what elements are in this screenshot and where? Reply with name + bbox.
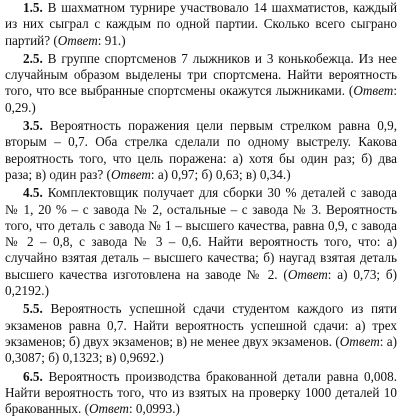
problem-number: 4.5.: [23, 185, 43, 201]
problem-number: 1.5.: [23, 0, 43, 15]
problem-5-5: 5.5. Вероятность успешной сдачи студентом каждого из пяти экзаменов равна 0,7. Найти вероятность успешной сдачи: а) трех экзаменов; б) двух экзаменов; в) не менее двух экзаменов. (Ответ: а) 0,3087; б) 0,1323; в) 0,9692.): [5, 301, 397, 366]
problem-answer: 91.: [104, 32, 122, 48]
problem-1-5: 1.5. В шахматном турнире участвовало 14 шахматистов, каждый из них сыграл с каждым по одной партии. Сколько всего сыграно партий? (Ответ: 91.): [5, 0, 398, 48]
answer-label: Ответ: [353, 83, 394, 99]
problem-6-5: 6.5. Вероятность производства бракованной детали равна 0,008. Найти вероятность того, что из взятых на проверку 1000 деталей 10 бракованных. (Ответ: 0,0993.): [5, 368, 397, 417]
problem-number: 3.5.: [23, 118, 43, 134]
problem-answer: а) 0,3087; б) 0,1323; в) 0,9692.: [5, 333, 397, 366]
answer-label: Ответ: [88, 401, 129, 417]
problem-text: Вероятность производства бракованной детали равна 0,008. Найти вероятность того, что из взятых на проверку 1000 деталей 10 бракованных.: [5, 368, 397, 417]
problem-text: В группе спортсменов 7 лыжников и 3 конькобежца. Из нее случайным образом выделены три спортсмена. Найти вероятность того, что все выбранные спортсмены окажутся лыжниками.: [5, 50, 398, 99]
problem-text: В шахматном турнире участвовало 14 шахматистов, каждый из них сыграл с каждым по одной партии. Сколько всего сыграно партий?: [5, 0, 398, 48]
problem-text: Вероятность поражения цели первым стрелком равна 0,9, вторым – 0,7. Оба стрелка сделали по одному выстрелу. Какова вероятность того, что цель поражена: а) хотя бы один раз; б) два раза; в) один раз?: [5, 118, 397, 182]
problem-number: 6.5.: [23, 368, 43, 384]
answer-label: Ответ: [110, 166, 151, 182]
problem-text: Комплектовщик получает для сборки 30 % деталей с завода № 1, 20 % – с завода № 2, остальные – с завода № 3. Вероятность того, что деталь с завода № 1 – высшего качества, равна 0,9, с завода № 2 – 0,8, с завода № 3 – 0,6. Найти вероятность того, что: а) случайно взятая деталь – высшего качества; б) наугад взятая деталь высшего качества изготовлена на заводе № 2.: [5, 185, 398, 282]
answer-label: Ответ: [287, 266, 328, 282]
problem-answer: а) 0,97; б) 0,63; в) 0,34.: [157, 166, 287, 182]
answer-label: Ответ: [57, 32, 98, 48]
problem-3-5: 3.5. Вероятность поражения цели первым стрелком равна 0,9, вторым – 0,7. Оба стрелка сделали по одному выстрелу. Какова вероятность того, что цель поражена: а) хотя бы один раз; б) два раза; в) один раз? (Ответ: а) 0,97; б) 0,63; в) 0,34.): [5, 118, 397, 182]
problem-number: 2.5.: [23, 50, 43, 66]
problem-answer: 0,0993.: [135, 401, 176, 417]
problem-answer: 0,29.: [5, 99, 32, 115]
problem-number: 5.5.: [23, 301, 43, 317]
problem-2-5: 2.5. В группе спортсменов 7 лыжников и 3 конькобежца. Из нее случайным образом выделены три спортсмена. Найти вероятность того, что все выбранные спортсмены окажутся лыжниками. (Ответ: 0,29.): [5, 50, 398, 115]
problem-text: Вероятность успешной сдачи студентом каждого из пяти экзаменов равна 0,7. Найти вероятность успешной сдачи: а) трех экзаменов; б) двух экзаменов; в) не менее двух экзаменов.: [5, 301, 397, 349]
problem-4-5: 4.5. Комплектовщик получает для сборки 30 % деталей с завода № 1, 20 % – с завода № 2, остальные – с завода № 3. Вероятность того, что деталь с завода № 1 – высшего качества, равна 0,9, с завода № 2 – 0,8, с завода № 3 – 0,6. Найти вероятность того, что: а) случайно взятая деталь – высшего качества; б) наугад взятая деталь высшего качества изготовлена на заводе № 2. (Ответ: а) 0,73; б) 0,2192.): [5, 185, 398, 299]
problem-list: [5, 0, 397, 419]
problem-answer: а) 0,73; б) 0,2192.: [5, 266, 397, 299]
answer-label: Ответ: [339, 333, 380, 349]
